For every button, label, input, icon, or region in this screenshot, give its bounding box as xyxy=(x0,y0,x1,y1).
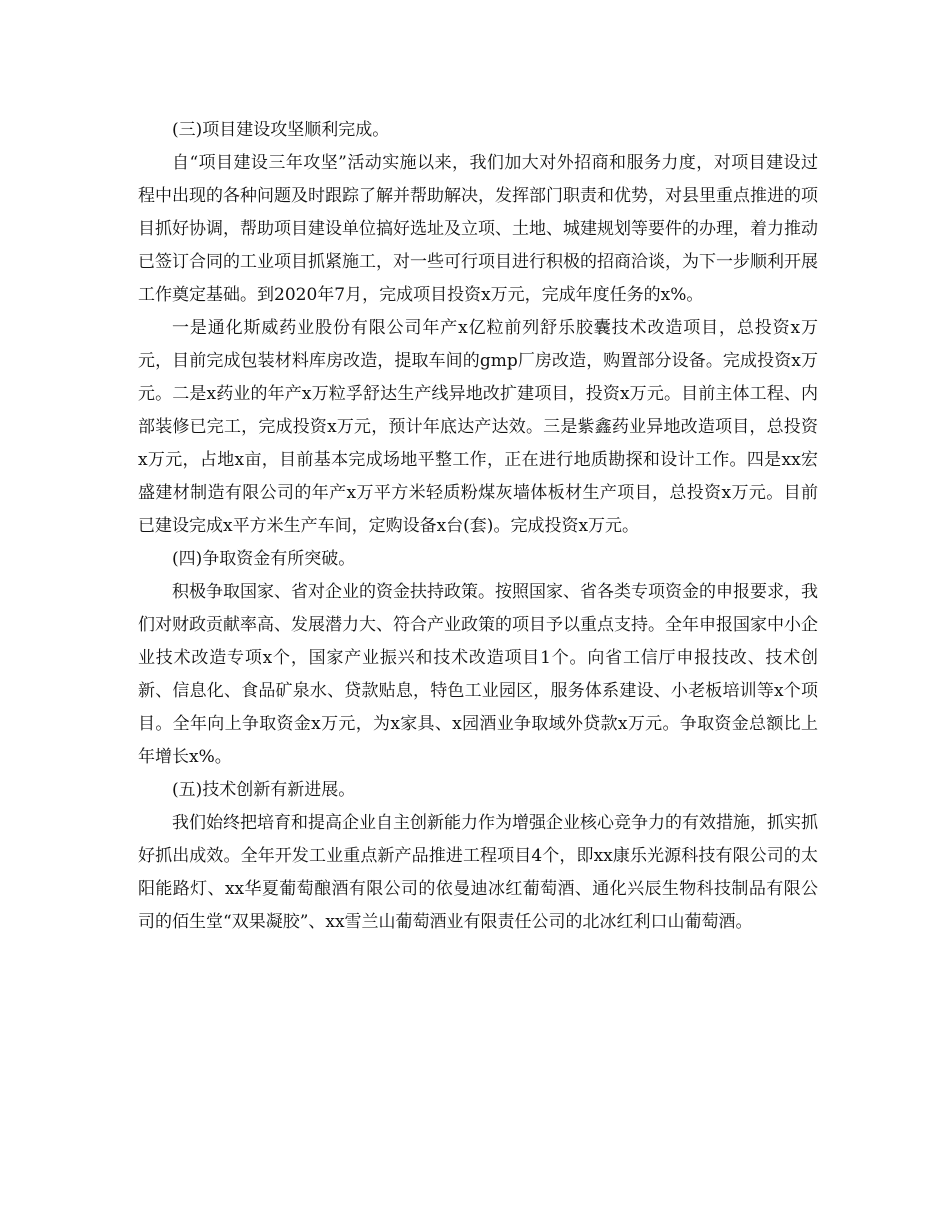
document-body xyxy=(138,114,818,939)
body-paragraph: 自“项目建设三年攻坚”活动实施以来，我们加大对外招商和服务力度，对项目建设过程中出现的各种问题及时跟踪了解并帮助解决，发挥部门职责和优势，对县里重点推进的项目抓好协调，帮助项目建设单位搞好选址及立项、土地、城建规划等要件的办理，着力推动已签订合同的工业项目抓紧施工，对一些可行项目进行积极的招商洽谈，为下一步顺利开展工作奠定基础。到2020年7月，完成项目投资x万元，完成年度任务的x%。 xyxy=(138,153,818,305)
body-paragraph: 积极争取国家、省对企业的资金扶持政策。按照国家、省各类专项资金的申报要求，我们对财政贡献率高、发展潜力大、符合产业政策的项目予以重点支持。全年申报国家中小企业技术改造专项x个，国家产业振兴和技术改造项目1个。向省工信厅申报技改、技术创新、信息化、食品矿泉水、贷款贴息，特色工业园区，服务体系建设、小老板培训等x个项目。全年向上争取资金x万元，为x家具、x园酒业争取域外贷款x万元。争取资金总额比上年增长x%。 xyxy=(138,582,818,767)
section-heading-funding: (四)争取资金有所突破。 xyxy=(172,549,356,569)
section-heading-innovation: (五)技术创新有新进展。 xyxy=(172,780,356,800)
section-heading-project-construction: (三)项目建设攻坚顺利完成。 xyxy=(172,120,390,140)
body-paragraph: 我们始终把培育和提高企业自主创新能力作为增强企业核心竞争力的有效措施，抓实抓好抓出成效。全年开发工业重点新产品推进工程项目4个，即xx康乐光源科技有限公司的太阳能路灯、xx华夏葡萄酿酒有限公司的依曼迪冰红葡萄酒、通化兴辰生物科技制品有限公司的佰生堂“双果凝胶”、xx雪兰山葡萄酒业有限责任公司的北冰红利口山葡萄酒。 xyxy=(138,813,818,932)
body-paragraph: 一是通化斯威药业股份有限公司年产x亿粒前列舒乐胶囊技术改造项目，总投资x万元，目前完成包装材料库房改造，提取车间的gmp厂房改造，购置部分设备。完成投资x万元。二是x药业的年产x万粒孚舒达生产线异地改扩建项目，投资x万元。目前主体工程、内部装修已完工，完成投资x万元，预计年底达产达效。三是紫鑫药业异地改造项目，总投资x万元，占地x亩，目前基本完成场地平整工作，正在进行地质勘探和设计工作。四是xx宏盛建材制造有限公司的年产x万平方米轻质粉煤灰墙体板材生产项目，总投资x万元。目前已建设完成x平方米生产车间，定购设备x台(套)。完成投资x万元。 xyxy=(138,318,818,536)
